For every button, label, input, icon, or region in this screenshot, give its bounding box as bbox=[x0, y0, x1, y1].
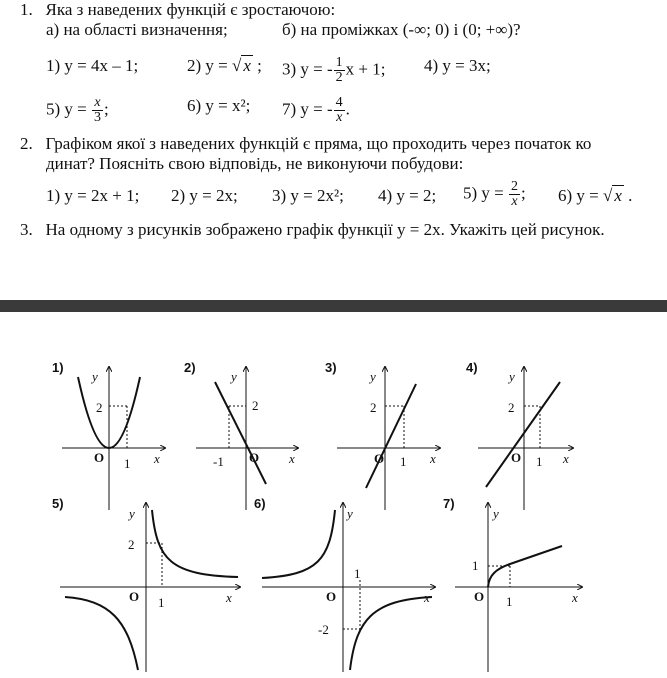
tick-label: 2 bbox=[508, 400, 515, 415]
axis-label-y: y bbox=[231, 369, 237, 384]
q2-text-line1: Графіком якої з наведених функцій є пряма, що проходить через початок ко bbox=[45, 134, 592, 153]
graph-label: 6) bbox=[254, 496, 266, 511]
q1-option-a: а) на області визначення; bbox=[46, 20, 228, 39]
graph-label: 7) bbox=[443, 496, 455, 511]
axis-label-x: x bbox=[430, 451, 436, 466]
tick-label: 1 bbox=[354, 566, 361, 581]
q2-func-3: 3) y = 2x²; bbox=[272, 186, 344, 205]
tick-label: 2 bbox=[128, 537, 135, 552]
q1-func-7: 7) y = - $\frac{4}{x}$ . bbox=[282, 95, 350, 125]
axis-label-x: x bbox=[289, 451, 295, 466]
tick-label: 1 bbox=[506, 594, 513, 609]
q2-func-5: 5) y = $\frac{2}{x}$ ; bbox=[463, 179, 526, 209]
graph-label: 2) bbox=[184, 360, 196, 375]
q2-func-4: 4) y = 2; bbox=[378, 186, 437, 205]
graph-1 bbox=[52, 360, 165, 510]
axis-label-x: x bbox=[226, 590, 232, 605]
q2-number: 2. bbox=[20, 134, 33, 153]
q2-func-2: 2) y = 2x; bbox=[171, 186, 238, 205]
q1-func-6: 6) y = x²; bbox=[187, 96, 251, 115]
origin-label: O bbox=[474, 589, 485, 604]
fraction: $\frac{4}{x}$ bbox=[335, 95, 343, 125]
origin-label: O bbox=[511, 450, 522, 465]
axis-label-x: x bbox=[154, 451, 160, 466]
tick-label: 2 bbox=[96, 400, 103, 415]
graph-6 bbox=[254, 496, 435, 672]
origin-label: O bbox=[94, 450, 105, 465]
graph-3 bbox=[325, 360, 440, 510]
axis-label-y: y bbox=[129, 506, 135, 521]
axis-label-y: y bbox=[370, 369, 376, 384]
sqrt-curve bbox=[488, 546, 562, 587]
graph-4 bbox=[466, 360, 573, 510]
axis-label-x: x bbox=[563, 451, 569, 466]
graph-line bbox=[486, 382, 560, 487]
fraction: $\frac{1}{2}$ bbox=[335, 55, 343, 85]
axis-label-y: y bbox=[92, 369, 98, 384]
tick-label: 1 bbox=[124, 456, 131, 471]
tick-label: 2 bbox=[370, 400, 377, 415]
tick-label: 1 bbox=[472, 558, 479, 573]
q2-text-line2: динат? Поясніть свою відповідь, не виконуючи побудови: bbox=[46, 154, 464, 173]
q1-func-1: 1) y = 4x – 1; bbox=[46, 56, 139, 75]
hyperbola-branch bbox=[65, 597, 138, 670]
axis-label-y: y bbox=[347, 506, 353, 521]
fraction: $\frac{2}{x}$ bbox=[511, 179, 518, 209]
tick-label: 1 bbox=[536, 454, 543, 469]
graph-5 bbox=[52, 496, 240, 672]
q2-heading bbox=[20, 134, 591, 154]
axis-label-y: y bbox=[493, 506, 499, 521]
q1-option-b: б) на проміжках (-∞; 0) і (0; +∞)? bbox=[282, 20, 521, 39]
axis-label-x: x bbox=[572, 590, 578, 605]
q1-text: Яка з наведених функцій є зростаючою: bbox=[45, 0, 336, 19]
tick-label: 2 bbox=[252, 398, 259, 413]
q1-func-4: 4) y = 3x; bbox=[424, 56, 491, 75]
tick-label: -2 bbox=[318, 622, 329, 637]
tick-label: 1 bbox=[400, 454, 407, 469]
q1-func-5: 5) y = $\frac{x}{3}$ ; bbox=[46, 95, 109, 125]
origin-label: O bbox=[374, 451, 385, 466]
q2-func-1: 1) y = 2x + 1; bbox=[46, 186, 140, 205]
graph-label: 3) bbox=[325, 360, 337, 375]
fraction: $\frac{x}{3}$ bbox=[94, 95, 101, 125]
q3-text: На одному з рисунків зображено графік функції y = 2x. Укажіть цей рисунок. bbox=[45, 220, 605, 239]
q2-func-6: 6) y = √ x . bbox=[558, 186, 633, 205]
q1-heading bbox=[20, 0, 335, 20]
sqrt-radicand: x bbox=[243, 56, 251, 75]
graph-label: 5) bbox=[52, 496, 64, 511]
hyperbola-branch bbox=[262, 510, 335, 578]
graph-7 bbox=[443, 496, 582, 672]
axis-label-x: x bbox=[424, 590, 430, 605]
axis-label-y: y bbox=[509, 369, 515, 384]
sqrt-radicand: x bbox=[614, 186, 622, 205]
tick-label: -1 bbox=[213, 454, 224, 469]
hyperbola-branch bbox=[350, 597, 432, 670]
graph-2 bbox=[184, 360, 298, 510]
q3-number: 3. bbox=[20, 220, 33, 239]
origin-label: O bbox=[249, 450, 260, 465]
q3-heading bbox=[20, 220, 605, 240]
q1-number: 1. bbox=[20, 0, 33, 19]
graphs-figure bbox=[0, 312, 667, 678]
origin-label: O bbox=[326, 589, 337, 604]
page-divider bbox=[0, 300, 667, 312]
origin-label: O bbox=[129, 589, 140, 604]
hyperbola-branch bbox=[152, 510, 238, 577]
graph-label: 4) bbox=[466, 360, 478, 375]
q1-func-2: 2) y = √ x ; bbox=[187, 56, 262, 75]
q1-func-3: 3) y = - $\frac{1}{2}$ x + 1; bbox=[282, 55, 386, 85]
tick-label: 1 bbox=[158, 595, 165, 610]
graph-label: 1) bbox=[52, 360, 64, 375]
